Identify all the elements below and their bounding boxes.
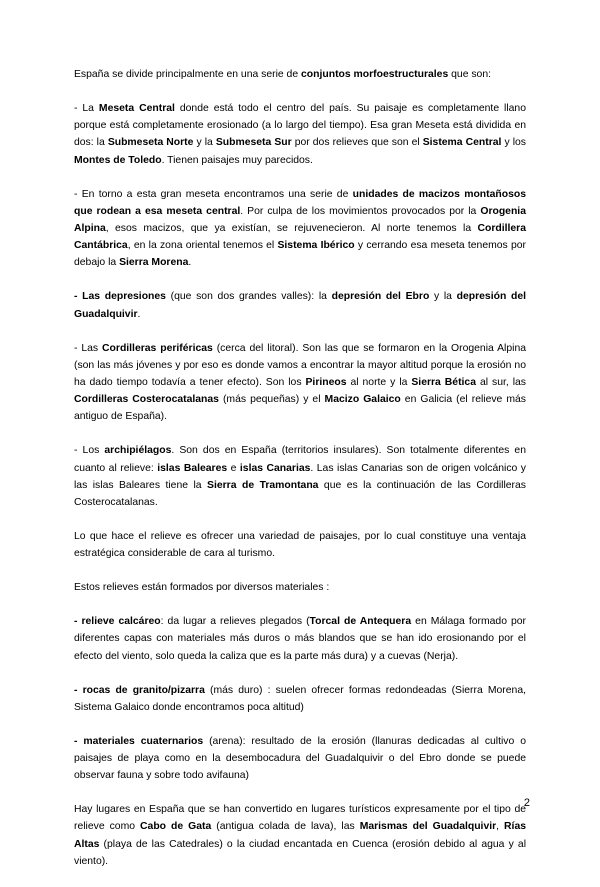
bold-term: Marismas del Guadalquivir xyxy=(359,821,497,833)
bold-term: Sierra Morena xyxy=(119,257,189,269)
bold-term: archipiélagos xyxy=(104,445,172,457)
bold-term: - relieve calcáreo xyxy=(74,616,161,628)
text-run: que son: xyxy=(448,69,491,80)
text-run: , xyxy=(496,821,505,833)
bold-term: Macizo Galaico xyxy=(324,394,401,406)
paragraph xyxy=(74,66,526,83)
text-run: (arena): resultado de la erosión (llanuras dedicadas al cultivo o paisajes de playa como en la desembocadura del Guadalquivir o del Ebro donde se puede observar fauna y sobre todo avifauna) xyxy=(74,735,526,782)
bold-term: Meseta Central xyxy=(98,103,175,114)
paragraph xyxy=(74,340,526,426)
text-run: . Las islas Canarias son de origen volcánico y las islas Baleares tiene la xyxy=(74,462,526,491)
paragraph xyxy=(74,100,526,169)
bold-term: unidades de macizos montañosos que rodean a esa meseta central xyxy=(74,188,526,217)
bold-term: Cordilleras Costerocatalanas xyxy=(74,394,219,406)
bold-term: Rías Altas xyxy=(74,821,526,850)
bold-term: Pirineos xyxy=(305,377,347,389)
bold-term: depresión del Guadalquivir xyxy=(74,291,526,320)
bold-term: Cordilleras periféricas xyxy=(102,342,213,354)
text-run: , esos macizos, que ya existían, se rejuvenecieron. Al norte tenemos la xyxy=(105,223,478,235)
text-run: España se divide principalmente en una serie de xyxy=(74,69,302,80)
text-run: - Las xyxy=(74,342,103,354)
bold-term: Submeseta Sur xyxy=(215,137,292,149)
bold-term: Submeseta Norte xyxy=(107,137,194,149)
text-run: : da lugar a relieves plegados ( xyxy=(160,616,310,628)
text-run: y la xyxy=(429,291,457,303)
text-run: . xyxy=(137,308,141,320)
text-run: (que son dos grandes valles): la xyxy=(165,291,332,303)
text-run: y los xyxy=(501,137,526,149)
bold-term: Sistema Central xyxy=(422,137,502,149)
text-run: (playa de las Catedrales) o la ciudad encantada en Cuenca (erosión debido al agua y al viento). xyxy=(74,838,526,867)
text-run: donde está todo el centro del país. Su paisaje es completamente llano porque está completamente erosionado (a lo largo del tiempo). Esa gran Meseta está dividida en dos: la xyxy=(74,103,526,149)
paragraph xyxy=(74,733,526,785)
bold-term: Montes de Toledo xyxy=(74,154,162,166)
text-run: al sur, las xyxy=(476,377,527,389)
text-run: Hay lugares en España que se han convertido en lugares turísticos expresamente por el tipo de relieve como xyxy=(74,804,526,833)
page-body xyxy=(74,66,526,887)
text-run: y cerrando esa meseta tenemos por debajo la xyxy=(74,240,526,269)
page-number: 2 xyxy=(523,797,530,809)
paragraph xyxy=(74,442,526,511)
paragraph xyxy=(74,682,526,716)
text-run: . Tienen paisajes muy parecidos. xyxy=(161,154,313,166)
bold-term: Torcal de Antequera xyxy=(309,616,412,628)
bold-term: Cordillera Cantábrica xyxy=(74,223,526,252)
paragraph xyxy=(74,288,526,322)
text-run: (más duro) : suelen ofrecer formas redondeadas (Sierra Morena, Sistema Galaico donde encontramos poca altitud) xyxy=(74,684,526,713)
text-run: Estos relieves están formados por diversos materiales : xyxy=(74,582,330,594)
bold-term: conjuntos morfoestructurales xyxy=(301,69,449,80)
text-run: - En torno a esta gran meseta encontramos una serie de xyxy=(74,188,353,200)
text-run: . Son dos en España (territorios insulares). Son totalmente diferentes en cuanto al relieve: xyxy=(74,445,526,474)
text-run: . Por culpa de los movimientos provocados por la xyxy=(240,205,481,217)
text-run: en Galicia (el relieve más antiguo de España). xyxy=(74,394,526,423)
bold-term: islas Canarias xyxy=(239,462,311,474)
text-run: , en la zona oriental tenemos el xyxy=(127,240,278,252)
text-run: que es la continuación de las Cordilleras Costerocatalanas. xyxy=(74,479,526,509)
text-run: (cerca del litoral). Son las que se formaron en la Orogenia Alpina (son las más jóvenes y por eso es donde vamos a encontrar la mayor altitud porque la erosión no ha dado tiempo todavía a tener efecto). Son los xyxy=(74,342,526,389)
bold-term: Cabo de Gata xyxy=(140,821,212,833)
bold-term: Sistema Ibérico xyxy=(277,240,355,252)
text-run: y la xyxy=(193,137,216,149)
bold-term: Orogenia Alpina xyxy=(74,205,526,235)
paragraph xyxy=(74,801,526,870)
text-run: (antigua colada de lava), las xyxy=(211,821,360,833)
bold-term: depresión del Ebro xyxy=(331,291,430,303)
bold-term: Sierra de Tramontana xyxy=(207,479,319,491)
text-run: - Los xyxy=(74,445,105,457)
bold-term: - Las depresiones xyxy=(74,291,166,303)
text-run: Lo que hace el relieve es ofrecer una variedad de paisajes, por lo cual constituye una ventaja estratégica considerable de cara al turismo. xyxy=(74,531,526,560)
text-run: e xyxy=(227,462,240,474)
bold-term: - rocas de granito/pizarra xyxy=(74,684,205,696)
text-run: (más pequeñas) y el xyxy=(218,394,325,406)
bold-term: - materiales cuaternarios xyxy=(74,735,204,747)
bold-term: Sierra Bética xyxy=(411,377,476,389)
text-run: por dos relieves que son el xyxy=(291,137,423,149)
paragraph xyxy=(74,186,526,272)
text-run: . xyxy=(188,257,192,269)
paragraph xyxy=(74,613,526,665)
paragraph xyxy=(74,579,526,596)
text-run: al norte y la xyxy=(346,377,412,389)
text-run: en Málaga formado por diferentes capas con materiales más duros o más blandos que se han ido erosionando por el efecto del viento, solo queda la caliza que es la parte más dura) y a cuevas (Nerja). xyxy=(74,616,527,662)
paragraph xyxy=(74,528,526,562)
bold-term: islas Baleares xyxy=(157,462,228,474)
text-run: - La xyxy=(74,103,99,114)
